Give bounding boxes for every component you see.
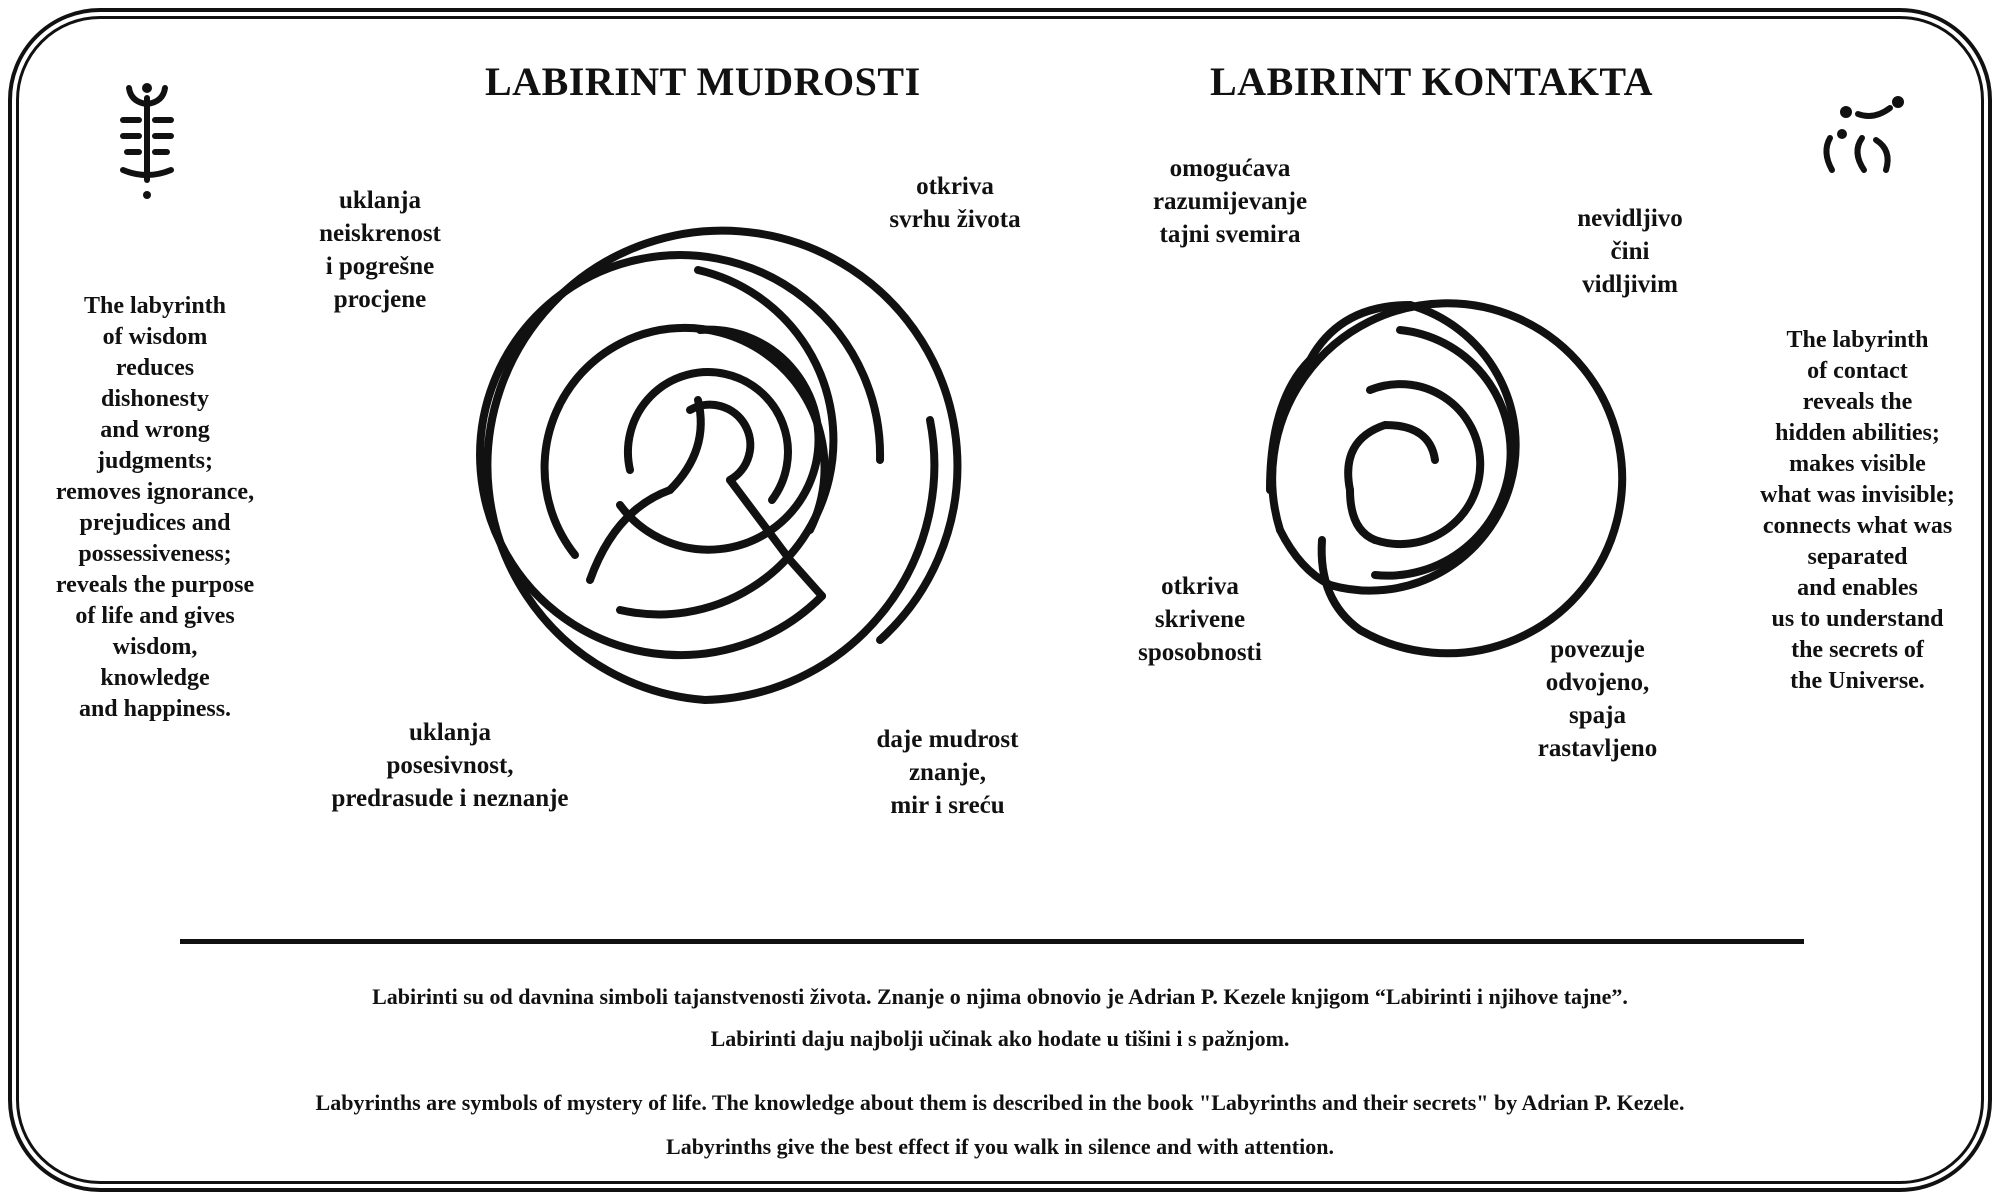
label-uklanja-neiskrenost: uklanja neiskrenost i pogrešne procjene: [319, 187, 441, 313]
seven-circuit-labyrinth: [440, 160, 960, 720]
label-omogucava: omogućava razumijevanje tajni svemira: [1152, 155, 1308, 248]
footer-line-4: Labyrinths give the best effect if you walk in silence and with attention.: [666, 1134, 1334, 1159]
label-otkriva-skrivene: otkriva skrivene sposobnosti: [1138, 573, 1262, 666]
label-nevidljivo: nevidljivo čini vidljivim: [1577, 205, 1683, 298]
labyrinth-center: [670, 400, 701, 490]
label-uklanja-posesivnost: uklanja posesivnost, predrasude i neznanje: [331, 719, 569, 812]
label-povezuje: povezuje odvojeno, spaja rastavljeno: [1537, 636, 1658, 762]
labyrinth-wall-6: [1370, 384, 1480, 544]
side-text-contact: The labyrinth of contact reveals the hidden abilities; makes visible what was invisible; connects what was separated and enables us to understand the secrets of the Universe.: [1760, 327, 1955, 694]
labyrinth-wall-7: [1350, 490, 1375, 540]
footer-line-1: Labirinti su od davnina simboli tajanstvenosti života. Znanje o njima obnovio je Adrian P. Kezele knjigom “Labirinti i njihove tajne”.: [372, 984, 1628, 1009]
labyrinth-wall-3: [620, 270, 833, 614]
footer-line-3: Labyrinths are symbols of mystery of life. The knowledge about them is described in the book "Labyrinths and their secrets" by Adrian P. Kezele.: [315, 1090, 1685, 1115]
footer-line-2: Labirinti daju najbolji učinak ako hodate u tišini i s pažnjom.: [710, 1026, 1290, 1051]
label-daje-mudrost: daje mudrost znanje, mir i sreću: [876, 726, 1019, 819]
labyrinth-center: [1348, 425, 1435, 490]
title-labirint-mudrosti: LABIRINT MUDROSTI: [485, 59, 921, 104]
label-otkriva-svrhu: otkriva svrhu života: [889, 173, 1021, 233]
labyrinth-wall-6: [628, 372, 788, 500]
tree-of-life-icon: [115, 80, 179, 205]
labyrinth-wall-1: [1272, 303, 1622, 653]
divider-line: [180, 939, 1804, 944]
side-text-wisdom: The labyrinth of wisdom reduces dishonesty and wrong judgments; removes ignorance, prejudices and possessiveness; reveals the purpose of life and gives wisdom, knowledge and happiness.: [55, 293, 255, 722]
title-labirint-kontakta: LABIRINT KONTAKTA: [1210, 59, 1654, 104]
three-figures-icon: [1820, 90, 1910, 180]
